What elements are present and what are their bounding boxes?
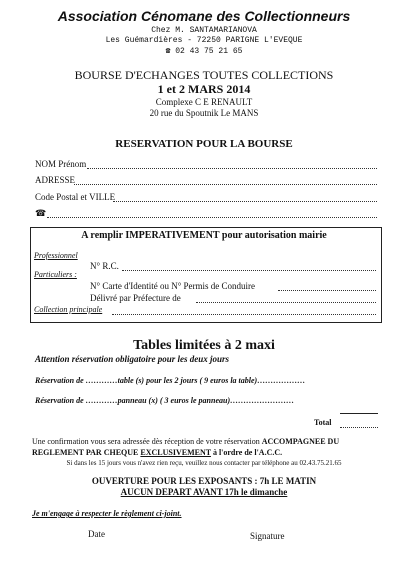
telephone-icon: ☎ [35,208,47,218]
id-field[interactable] [278,290,376,291]
event-venue: Complexe C E RENAULT [155,97,253,107]
confirmation-text-2b: EXCLUSIVEMENT [140,448,211,457]
org-phone-number: 02 43 75 21 65 [175,47,243,56]
confirmation-text-1a: Une confirmation vous sera adressée dès réception de votre réservation [32,437,262,446]
event-title: BOURSE D'ECHANGES TOUTES COLLECTIONS [74,68,334,82]
rc-field[interactable] [122,270,376,271]
confirmation-line-3: Si dans les 15 jours vous n'avez rien reçu, veuillez nous contacter par téléphone au 02.43.75.21.65 [66,459,342,467]
postal-label: Code Postal et VILLE [35,192,116,202]
event-dates: 1 et 2 MARS 2014 [157,82,251,96]
total-field[interactable] [340,427,378,428]
delivered-field[interactable] [196,302,376,303]
commitment-text: Je m'engage à respecter le règlement ci-joint. [32,509,182,518]
telephone-icon: ☎ [165,47,171,56]
confirmation-text-2a: REGLEMENT PAR CHEQUE [32,448,141,457]
confirmation-text-1b: ACCOMPAGNEE DU [261,437,340,446]
address-field[interactable] [74,184,377,185]
event-venue-address: 20 rue du Spoutnik Le MANS [149,108,259,118]
name-field[interactable] [87,168,377,169]
confirmation-line-1 [32,437,392,446]
opening-line-1: OUVERTURE POUR LES EXPOSANTS : 7h LE MATIN [91,476,317,486]
address-label: ADRESSE [35,175,76,185]
chez-line: Chez M. SANTAMARIANOVA [151,26,257,35]
id-label: N° Carte d'Identité ou N° Permis de Conduire [90,281,256,291]
phone-field[interactable] [47,217,377,218]
tables-reservation-line[interactable]: Réservation de …………table (s) pour les 2 jours ( 9 euros la table)……………… [35,376,306,385]
collection-label: Collection principale [34,305,103,314]
tables-heading: Tables limitées à 2 maxi [133,338,275,353]
total-label: Total [314,418,332,427]
org-name: Association Cénomane des Collectionneurs [57,8,351,24]
signature-label: Signature [250,531,285,541]
panels-reservation-line[interactable]: Réservation de …………panneau (x) ( 3 euros le panneau)…………………… [35,396,295,405]
name-label: NOM Prénom [35,159,87,169]
particular-label: Particuliers : [34,270,77,279]
collection-field[interactable] [112,314,376,315]
rc-label: N° R.C. [90,261,119,271]
mairie-title: A remplir IMPERATIVEMENT pour autorisation mairie [81,230,327,241]
opening-line-2: AUCUN DEPART AVANT 17h le dimanche [120,487,288,497]
delivered-label: Délivré par Préfecture de [90,293,181,303]
reservation-heading: RESERVATION POUR LA BOURSE [115,138,293,150]
org-address: Les Guémardières - 72250 PARIGNE L'EVEQUE [105,36,303,45]
confirmation-text-2c: à l'ordre de l'A.C.C. [210,448,283,457]
tables-subheading: Attention réservation obligatoire pour les deux jours [35,354,230,364]
date-label: Date [88,529,105,539]
total-line [340,413,378,414]
confirmation-line-2 [32,448,282,457]
professional-label: Professionnel [34,251,78,260]
postal-field[interactable] [113,201,377,202]
org-phone [0,46,408,56]
